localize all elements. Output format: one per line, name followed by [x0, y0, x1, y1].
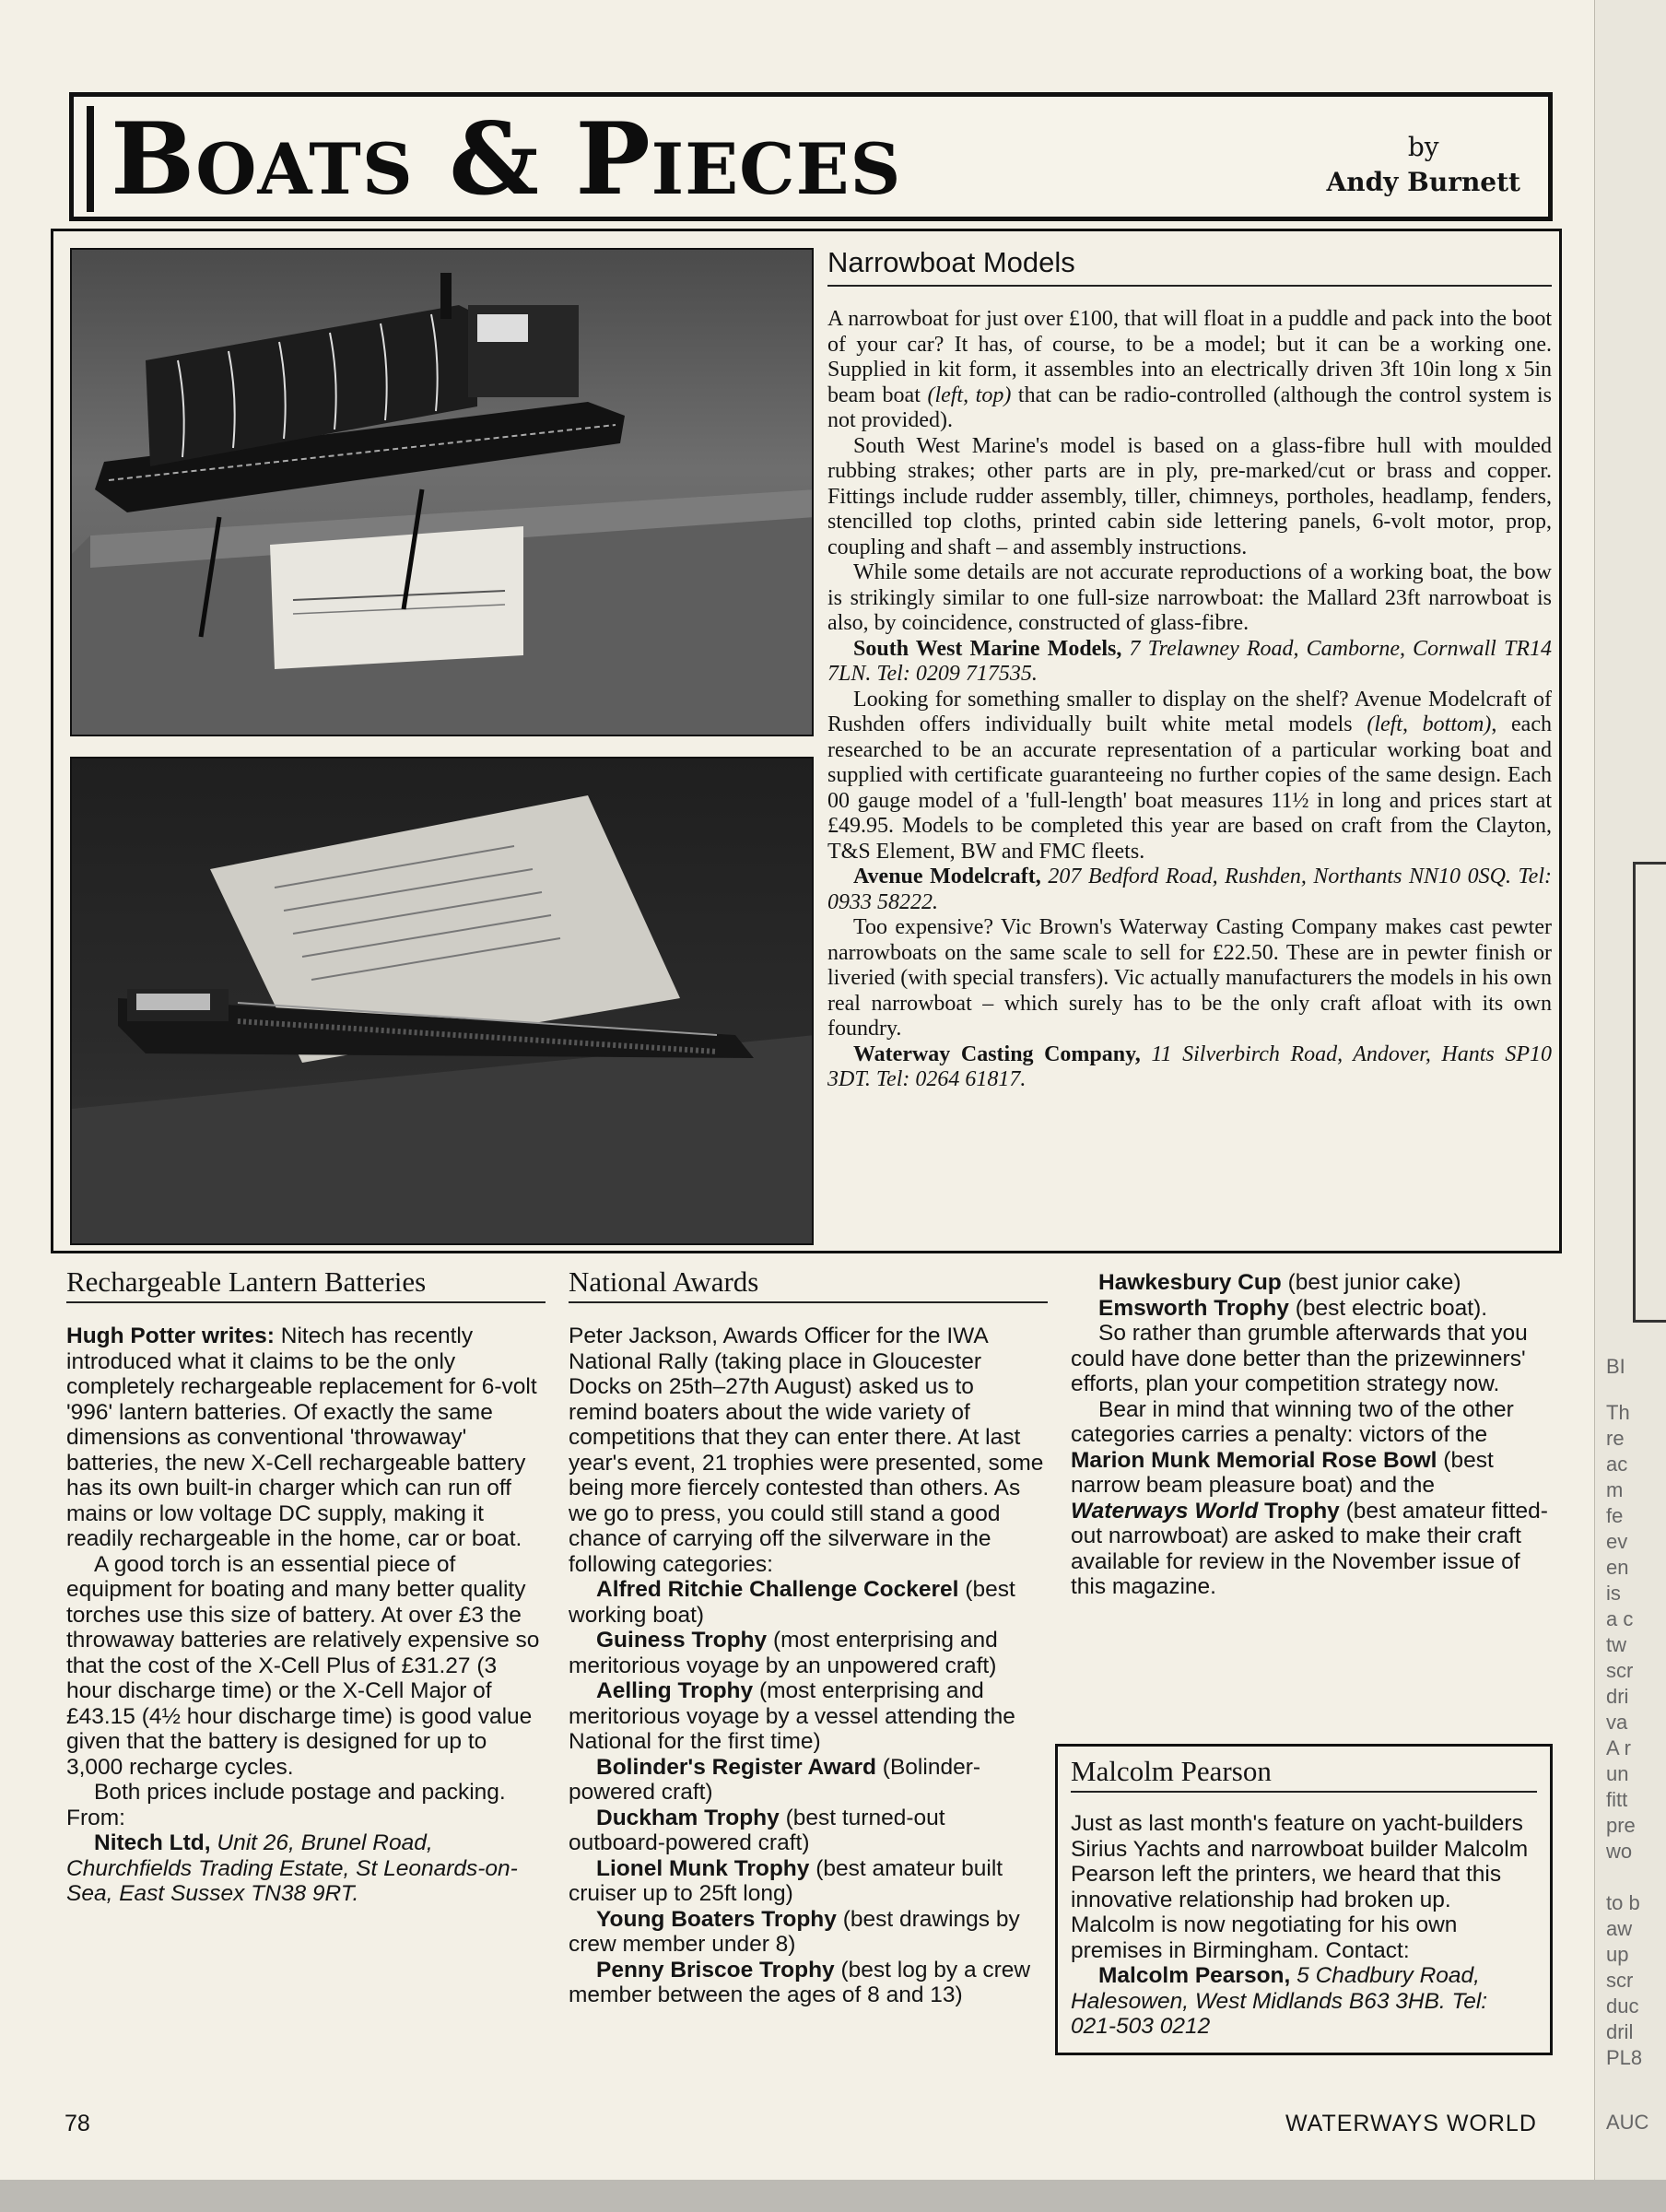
award-item — [569, 1806, 1048, 1856]
award-item — [569, 1856, 1048, 1907]
adjacent-page-fragment: un — [1606, 1762, 1629, 1785]
adjacent-page-fragment: aw — [1606, 1917, 1633, 1940]
award-item — [1071, 1270, 1550, 1296]
article-paragraph: Both prices include postage and packing. From: — [66, 1780, 506, 1830]
address-details: 5 Chadbury Road, Halesowen, West Midlands B63 3HB. Tel: 021-503 0212 — [1071, 1963, 1488, 2039]
article-text: A narrowboat for just over £100, that will float in a puddle and pack into the boot of your car? It has, of course, to be a model; but it can be a working one. Supplied in kit form, it assembles into an electrically driven 3ft 10in long x 5in beam boat — [827, 307, 1552, 407]
article-paragraph: So rather than grumble afterwards that you could have done better than the prizewinners' efforts, plan your competition strategy now. — [1071, 1321, 1528, 1396]
award-name: Hawkesbury Cup — [1098, 1270, 1282, 1295]
batteries-heading: Rechargeable Lantern Batteries — [66, 1265, 546, 1303]
adjacent-page-fragment: duc — [1606, 1994, 1639, 2018]
address-details: 7 Trelawney Road, Camborne, Cornwall TR14 7LN. Tel: 0209 717535. — [827, 636, 1552, 686]
award-name: Trophy — [1258, 1498, 1340, 1524]
article-paragraph: A good torch is an essential piece of equipment for boating and many better quality torches use this size of battery. At over £3 the throwaway batteries are relatively expensive so that the cost of the X-Cell Plus of £31.27 (3 hour discharge time) or the X-Cell Major of £43.15 (4½ hour discharge time) is good value given that the battery is designed for up to 3,000 recharge cycles. — [66, 1551, 540, 1780]
byline-author: Andy Burnett — [1326, 167, 1520, 197]
awards-article — [569, 1265, 1048, 2008]
award-name: Alfred Ritchie Challenge Cockerel — [596, 1577, 959, 1602]
award-item — [569, 1678, 1048, 1755]
award-desc: (Bolinder-powered craft) — [569, 1754, 981, 1805]
article-address — [827, 637, 1552, 688]
article-text: , each researched to be an accurate representation of a particular working boat and supplied with certificate guaranteeing no further copies of the same design. Each 00 gauge model of a 'full-length' boat measures 11½ in long and prices start at £49.95. Models to be completed this year are based on craft from the Clayton, T&S Element, BW and FMC fleets. — [827, 712, 1552, 864]
article-paragraph: Peter Jackson, Awards Officer for the IWA National Rally (taking place in Gloucester Docks on 25th–27th August) asked us to remind boaters about the wide variety of competitions that they can enter there. At last year's event, 21 trophies were presented, some being more fiercely contested than others. As we go to press, you could still stand a good chance of carrying off the silverware in the following categories: — [569, 1324, 1044, 1577]
article-lead: Hugh Potter writes: — [66, 1324, 275, 1348]
photo-pewter-model-with-certificate — [70, 757, 814, 1245]
article-paragraph — [1071, 1397, 1550, 1600]
award-desc: (most enterprising and meritorious voyage by an unpowered craft) — [569, 1628, 998, 1678]
page-number: 78 — [65, 2111, 90, 2136]
scan-edge — [0, 2180, 1666, 2212]
article-address — [1071, 1963, 1537, 2040]
award-item — [1071, 1296, 1550, 1322]
award-item — [569, 1628, 1048, 1678]
awards-heading: National Awards — [569, 1265, 1048, 1303]
article-paragraph — [66, 1324, 546, 1552]
adjacent-page-fragment: PL8 — [1606, 2046, 1643, 2069]
adjacent-page-fragment: pre — [1606, 1814, 1636, 1837]
article-address — [66, 1830, 546, 1907]
address-company: Malcolm Pearson, — [1098, 1963, 1291, 1988]
article-text: (best narrow beam pleasure boat) and the — [1071, 1447, 1494, 1498]
award-item — [569, 1577, 1048, 1628]
award-name: Young Boaters Trophy — [596, 1906, 837, 1932]
award-desc: (best turned-out outboard-powered craft) — [569, 1805, 945, 1855]
adjacent-page-fragment: fe — [1606, 1504, 1624, 1527]
section-title: Boats & Pieces — [111, 101, 902, 218]
article-paragraph: Just as last month's feature on yacht-builders Sirius Yachts and narrowboat builder Malcolm Pearson left the printers, we heard that this innovative relationship had broken up. Malcolm is now negotiating for his own premises in Birmingham. Contact: — [1071, 1811, 1529, 1963]
award-desc: (best log by a crew member between the ages of 8 and 13) — [569, 1957, 1031, 2007]
award-name: Bolinder's Register Award — [596, 1754, 876, 1780]
adjacent-page-fragment: tw — [1606, 1633, 1626, 1656]
byline-by: by — [1407, 132, 1439, 162]
award-desc: (most enterprising and meritorious voyage by a vessel attending the National for the first time) — [569, 1678, 1015, 1754]
adjacent-page-box — [1633, 862, 1666, 1323]
adjacent-page-fragment: BI — [1606, 1355, 1625, 1378]
article-address — [827, 865, 1552, 915]
adjacent-page-fragment: ac — [1606, 1453, 1628, 1476]
byline — [1327, 130, 1521, 200]
adjacent-page-fragment: m — [1606, 1478, 1624, 1501]
adjacent-page-fragment: to b — [1606, 1891, 1640, 1914]
adjacent-page-fragment: ev — [1606, 1530, 1628, 1553]
award-desc: (best drawings by crew member under 8) — [569, 1906, 1020, 1957]
article-address — [827, 1042, 1552, 1093]
article-paragraph: South West Marine's model is based on a glass-fibre hull with moulded rubbing strakes; other parts are in ply, pre-marked/cut or brass and copper. Fittings include rudder assembly, tiller, chimneys, portholes, headlamp, fenders, stencilled top cloths, printed cabin side lettering panels, 6-volt motor, prop, coupling and shaft – and assembly instructions. — [827, 433, 1552, 559]
adjacent-page-fragment: scr — [1606, 1969, 1634, 1992]
adjacent-page-fragment: AUC — [1606, 2111, 1649, 2134]
pearson-heading: Malcolm Pearson — [1071, 1754, 1537, 1793]
article-text: Bear in mind that winning two of the other categories carries a penalty: victors of the — [1071, 1396, 1514, 1447]
adjacent-page-fragment: re — [1606, 1427, 1625, 1450]
adjacent-page-fragment: wo — [1606, 1840, 1633, 1863]
narrowboat-models-article — [827, 244, 1552, 1093]
article-text: Looking for something smaller to display on the shelf? Avenue Modelcraft of Rushden offers individually built white metal models — [827, 687, 1552, 736]
adjacent-page-fragment: A r — [1606, 1736, 1631, 1759]
address-company: Avenue Modelcraft, — [853, 865, 1041, 888]
adjacent-page-fragment: dril — [1606, 2020, 1634, 2043]
adjacent-page-fragment: Th — [1606, 1401, 1630, 1424]
award-name: Marion Munk Memorial Rose Bowl — [1071, 1447, 1437, 1473]
award-item — [569, 1958, 1048, 2008]
award-name: Duckham Trophy — [596, 1805, 780, 1830]
adjacent-page-fragment: fitt — [1606, 1788, 1628, 1811]
award-desc: (best amateur built cruiser up to 25ft long) — [569, 1855, 1003, 1906]
award-item — [569, 1907, 1048, 1958]
article-text-italic: (left, top) — [927, 382, 1012, 407]
address-details: Unit 26, Brunel Road, Churchfields Trading Estate, St Leonards-on-Sea, East Sussex TN38 9RT. — [66, 1830, 518, 1906]
award-name-magazine: Waterways World — [1071, 1498, 1259, 1524]
award-name: Emsworth Trophy — [1098, 1295, 1289, 1321]
address-details: 207 Bedford Road, Rushden, Northants NN10 0SQ. Tel: 0933 58222. — [827, 865, 1552, 914]
adjacent-page-fragment: en — [1606, 1556, 1629, 1579]
award-item — [569, 1755, 1048, 1806]
award-name: Aelling Trophy — [596, 1678, 754, 1703]
photo-narrowboat-kit-model — [70, 248, 814, 736]
address-details: 11 Silverbirch Road, Andover, Hants SP10 3DT. Tel: 0264 61817. — [827, 1041, 1552, 1091]
address-company: Waterway Casting Company, — [853, 1041, 1141, 1066]
article-paragraph — [827, 688, 1552, 865]
pearson-box — [1055, 1744, 1553, 2055]
award-name: Guiness Trophy — [596, 1628, 768, 1653]
award-desc: (best junior cake) — [1281, 1270, 1461, 1295]
awards-article-continued — [1071, 1270, 1550, 1600]
award-name: Penny Briscoe Trophy — [596, 1957, 835, 1983]
adjacent-page-fragment: up — [1606, 1943, 1629, 1966]
header-rule — [87, 106, 94, 212]
batteries-article — [66, 1265, 546, 1907]
adjacent-page-fragment: va — [1606, 1711, 1628, 1734]
article-paragraph: Too expensive? Vic Brown's Waterway Casting Company makes cast pewter narrowboats on the same scale to sell for £22.50. These are in pewter finish or liveried (with special transfers). Vic actually manufacturers the models in his own real narrowboat – which surely has to be the only craft afloat with its own foundry. — [827, 915, 1552, 1041]
article-text-italic: (left, bottom) — [1367, 712, 1492, 736]
article-heading: Narrowboat Models — [827, 244, 1552, 287]
feature-box — [51, 229, 1562, 1253]
address-company: Nitech Ltd, — [94, 1830, 211, 1855]
award-name: Lionel Munk Trophy — [596, 1855, 810, 1881]
award-desc: (best electric boat). — [1288, 1295, 1488, 1321]
article-text: that can be radio-controlled (although the control system is not provided). — [827, 382, 1553, 432]
adjacent-page-fragment: a c — [1606, 1607, 1634, 1630]
adjacent-page-fragment: dri — [1606, 1685, 1629, 1708]
article-text: Nitech has recently introduced what it claims to be the only completely rechargeable replacement for 6-volt '996' lantern batteries. Of exactly the same dimensions as conventional 'throwaway' batteries, the new X-Cell rechargeable battery has its own built-in charger which can run off mains or low voltage DC supply, making it readily rechargeable in the home, car or boat. — [66, 1324, 537, 1551]
section-header — [69, 92, 1553, 221]
article-paragraph: While some details are not accurate reproductions of a working boat, the bow is strikingly similar to one full-size narrowboat: the Mallard 23ft narrowboat is also, by coincidence, constructed of glass-fibre. — [827, 560, 1552, 635]
address-company: South West Marine Models, — [853, 636, 1122, 661]
adjacent-page-fragment: is — [1606, 1582, 1621, 1605]
adjacent-page-fragment: scr — [1606, 1659, 1634, 1682]
article-paragraph — [827, 307, 1552, 434]
magazine-name: WATERWAYS WORLD — [1285, 2111, 1537, 2136]
award-desc: (best working boat) — [569, 1577, 1015, 1628]
article-text: (best amateur fitted-out narrowboat) are asked to make their craft available for review in the November issue of this magazine. — [1071, 1498, 1548, 1599]
